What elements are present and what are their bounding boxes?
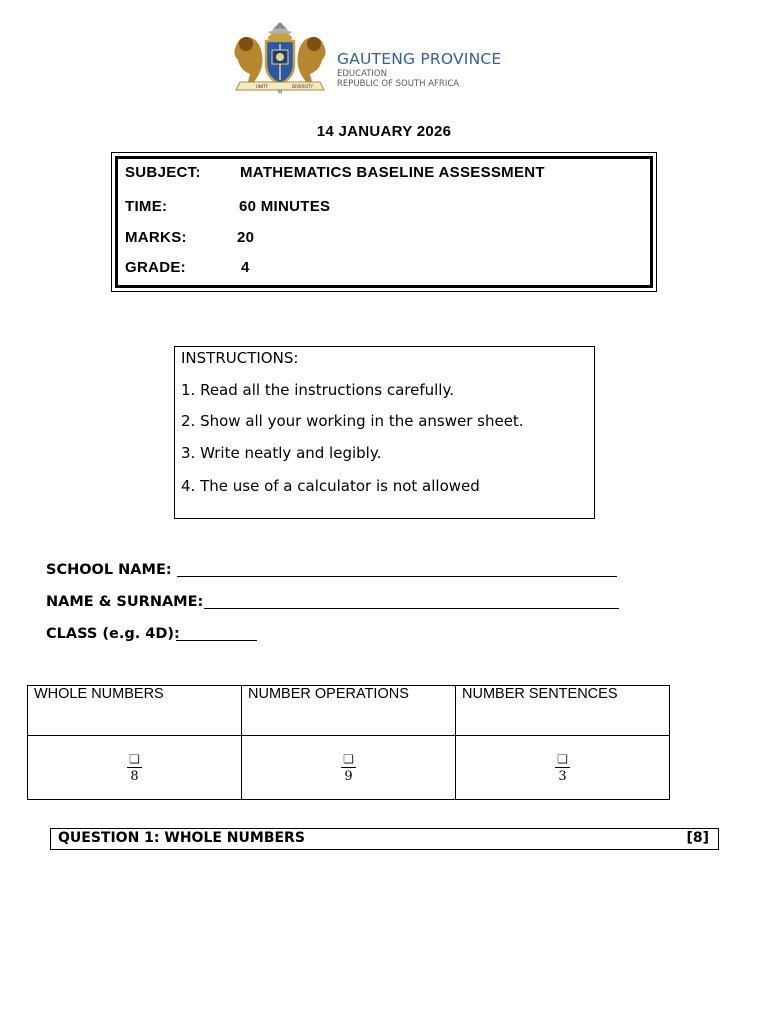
question-title: QUESTION 1: WHOLE NUMBERS bbox=[58, 830, 305, 846]
column-header: WHOLE NUMBERS bbox=[28, 686, 242, 736]
coat-of-arms-icon bbox=[226, 20, 334, 96]
assessment-info-inner bbox=[115, 156, 653, 288]
logo-department: EDUCATION bbox=[337, 69, 387, 79]
logo-text bbox=[337, 50, 501, 89]
score-cell[interactable] bbox=[242, 736, 456, 800]
name-surname-line[interactable] bbox=[204, 608, 619, 609]
instructions-box bbox=[174, 346, 595, 519]
column-header: NUMBER OPERATIONS bbox=[242, 686, 456, 736]
score-box-icon: ❏ bbox=[129, 751, 140, 766]
class-field[interactable] bbox=[46, 626, 180, 642]
question-header bbox=[50, 828, 719, 850]
grade-value: 4 bbox=[241, 259, 250, 276]
name-surname-label: NAME & SURNAME: bbox=[46, 594, 204, 610]
table-header-row bbox=[28, 686, 670, 736]
instruction-item: 3. Write neatly and legibly. bbox=[181, 444, 382, 462]
score-fraction bbox=[341, 752, 356, 784]
score-total: 3 bbox=[558, 768, 567, 784]
score-total: 9 bbox=[344, 768, 353, 784]
marks-summary-table bbox=[27, 685, 670, 800]
score-cell[interactable] bbox=[456, 736, 670, 800]
score-cell[interactable] bbox=[28, 736, 242, 800]
grade-label: GRADE: bbox=[125, 259, 186, 276]
name-surname-field[interactable] bbox=[46, 594, 203, 610]
logo-country: REPUBLIC OF SOUTH AFRICA bbox=[337, 79, 460, 89]
gauteng-logo bbox=[226, 20, 526, 96]
marks-label: MARKS: bbox=[125, 229, 187, 246]
instruction-item: 4. The use of a calculator is not allowed bbox=[181, 477, 480, 495]
logo-title: GAUTENG PROVINCE bbox=[337, 50, 502, 68]
school-name-field[interactable] bbox=[46, 562, 172, 578]
score-fraction bbox=[555, 752, 570, 784]
assessment-date: 14 JANUARY 2026 bbox=[316, 123, 452, 140]
instructions-heading: INSTRUCTIONS: bbox=[181, 349, 299, 367]
class-label: CLASS (e.g. 4D): bbox=[46, 626, 180, 642]
score-total: 8 bbox=[130, 768, 139, 784]
school-name-label: SCHOOL NAME: bbox=[46, 562, 172, 578]
marks-value: 20 bbox=[237, 229, 255, 246]
table-score-row bbox=[28, 736, 670, 800]
question-marks: [8] bbox=[686, 830, 709, 846]
class-line[interactable] bbox=[176, 640, 257, 641]
time-label: TIME: bbox=[125, 198, 168, 215]
instruction-item: 1. Read all the instructions carefully. bbox=[181, 381, 454, 399]
assessment-info-box bbox=[111, 152, 657, 292]
instruction-item: 2. Show all your working in the answer sheet. bbox=[181, 412, 524, 430]
score-fraction bbox=[127, 752, 142, 784]
crest-motto-bottom: IN bbox=[278, 89, 283, 95]
subject-value: MATHEMATICS BASELINE ASSESSMENT bbox=[240, 164, 545, 181]
crest-motto-left: UNITY bbox=[256, 84, 268, 89]
score-box-icon: ❏ bbox=[343, 751, 354, 766]
crest-motto-right: DIVERSITY bbox=[292, 84, 313, 89]
school-name-line[interactable] bbox=[177, 576, 617, 577]
score-box-icon: ❏ bbox=[557, 751, 568, 766]
time-value: 60 MINUTES bbox=[239, 198, 331, 215]
subject-label: SUBJECT: bbox=[125, 164, 201, 181]
column-header: NUMBER SENTENCES bbox=[456, 686, 670, 736]
